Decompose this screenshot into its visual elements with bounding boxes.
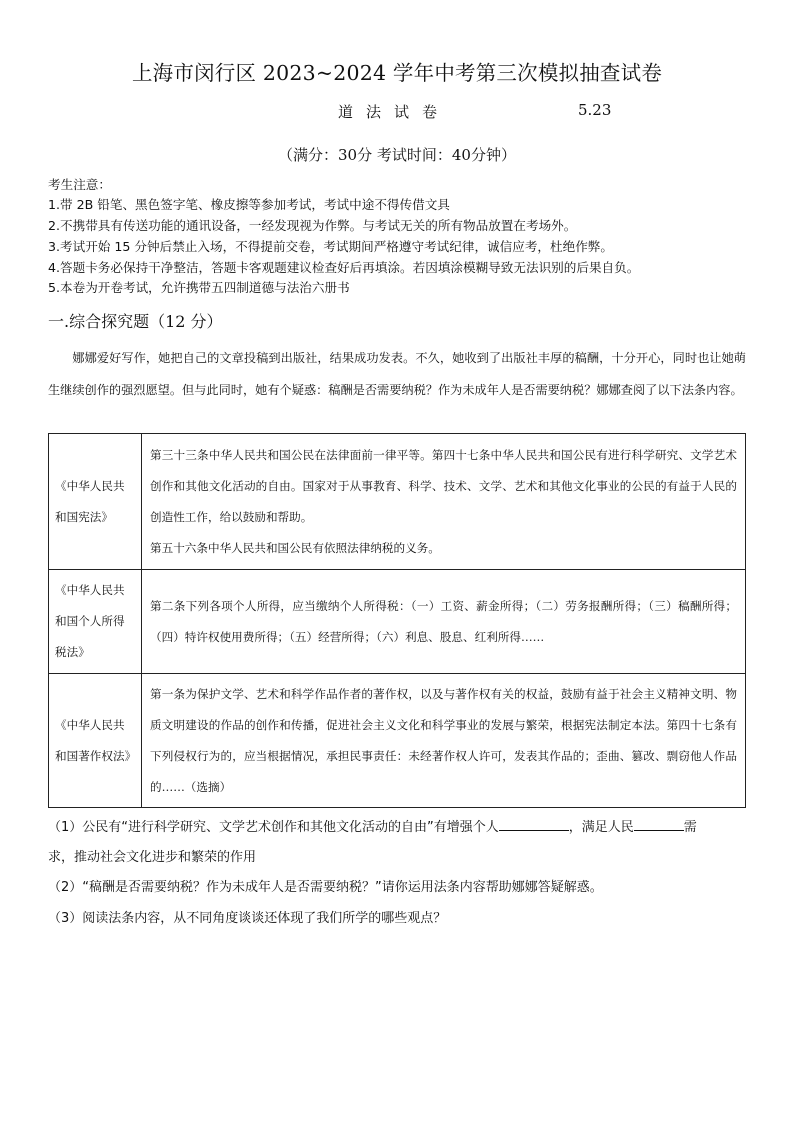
law-table — [48, 433, 746, 808]
law-row-income-tax — [49, 570, 746, 674]
notice-item: 5.本卷为开卷考试，允许携带五四制道德与法治六册书 — [48, 280, 350, 295]
answer-blank-1[interactable] — [499, 816, 569, 831]
notice-heading: 考生注意： — [48, 177, 111, 192]
law-name: 《中华人民共和国著作权法》 — [49, 674, 142, 808]
notice-item: 1.带 2B 铅笔、黑色签字笔、橡皮擦等参加考试，考试中途不得传借文具 — [48, 197, 450, 212]
law-text: 第一条为保护文学、艺术和科学作品作者的著作权，以及与著作权有关的权益，鼓励有益于社会主义精神文明、物质文明建设的作品的创作和传播，促进社会主义文化和科学事业的发展与繁荣，根据宪法制定本法。第四十七条有下列侵权行为的，应当根据情况，承担民事责任：未经著作权人许可，发表其作品的；歪曲、篡改、剽窃他人作品的……（选摘） — [142, 674, 746, 808]
question-1-text: ，满足人民 — [568, 820, 634, 835]
law-name: 《中华人民共和国宪法》 — [49, 434, 142, 570]
law-article: 第五十六条中华人民共和国公民有依照法律纳税的义务。 — [150, 540, 440, 555]
scenario-paragraph: 娜娜爱好写作，她把自己的文章投稿到出版社，结果成功发表。不久，她收到了出版社丰厚的稿酬，十分开心，同时也让她萌生继续创作的强烈愿望。但与此同时，她有个疑惑：稿酬是否需要纳税？作为未成年人是否需要纳税？娜娜查阅了以下法条内容。 — [48, 351, 746, 397]
question-1-text: 需 — [683, 820, 697, 835]
notice-item: 2.不携带具有传送功能的通讯设备，一经发现视为作弊。与考试无关的所有物品放置在考场外。 — [48, 218, 577, 233]
question-2: （2）“稿酬是否需要纳税？作为未成年人是否需要纳税？”请你运用法条内容帮助娜娜答疑解惑。 — [48, 880, 603, 895]
law-article: 第三十三条中华人民共和国公民在法律面前一律平等。第四十七条中华人民共和国公民有进行科学研究、文学艺术创作和其他文化活动的自由。国家对于从事教育、科学、技术、文学、艺术和其他文化事业的公民的有益于人民的创造性工作，给以鼓励和帮助。 — [150, 447, 737, 524]
question-1-text: （1）公民有“进行科学研究、文学艺术创作和其他文化活动的自由”有增强个人 — [48, 820, 499, 835]
law-row-copyright — [49, 674, 746, 808]
exam-date: 5.23 — [578, 101, 612, 119]
answer-blank-2[interactable] — [634, 816, 684, 831]
section-title: 一.综合探究题（12 分） — [48, 312, 223, 331]
law-name: 《中华人民共和国个人所得税法》 — [49, 570, 142, 674]
score-time-line: （满分：30分 考试时间：40分钟） — [278, 146, 516, 164]
law-row-constitution — [49, 434, 746, 570]
question-3: （3）阅读法条内容，从不同角度谈谈还体现了我们所学的哪些观点？ — [48, 911, 447, 926]
question-1-continued: 求，推动社会文化进步和繁荣的作用 — [48, 850, 257, 865]
notice-item: 3.考试开始 15 分钟后禁止入场，不得提前交卷，考试期间严格遵守考试纪律，诚信应考，杜绝作弊。 — [48, 239, 613, 254]
question-1 — [48, 813, 697, 843]
law-text: 第二条下列各项个人所得，应当缴纳个人所得税：（一）工资、薪金所得；（二）劳务报酬所得；（三）稿酬所得；（四）特许权使用费所得；（五）经营所得；（六）利息、股息、红利所得…… — [142, 570, 746, 674]
exam-subject: 道法试卷 — [338, 103, 451, 121]
exam-title: 上海市闵行区 2023~2024 学年中考第三次模拟抽查试卷 — [131, 61, 663, 85]
law-text — [142, 434, 746, 570]
notice-item: 4.答题卡务必保持干净整洁，答题卡客观题建议检查好后再填涂。若因填涂模糊导致无法识别的后果自负。 — [48, 260, 640, 275]
